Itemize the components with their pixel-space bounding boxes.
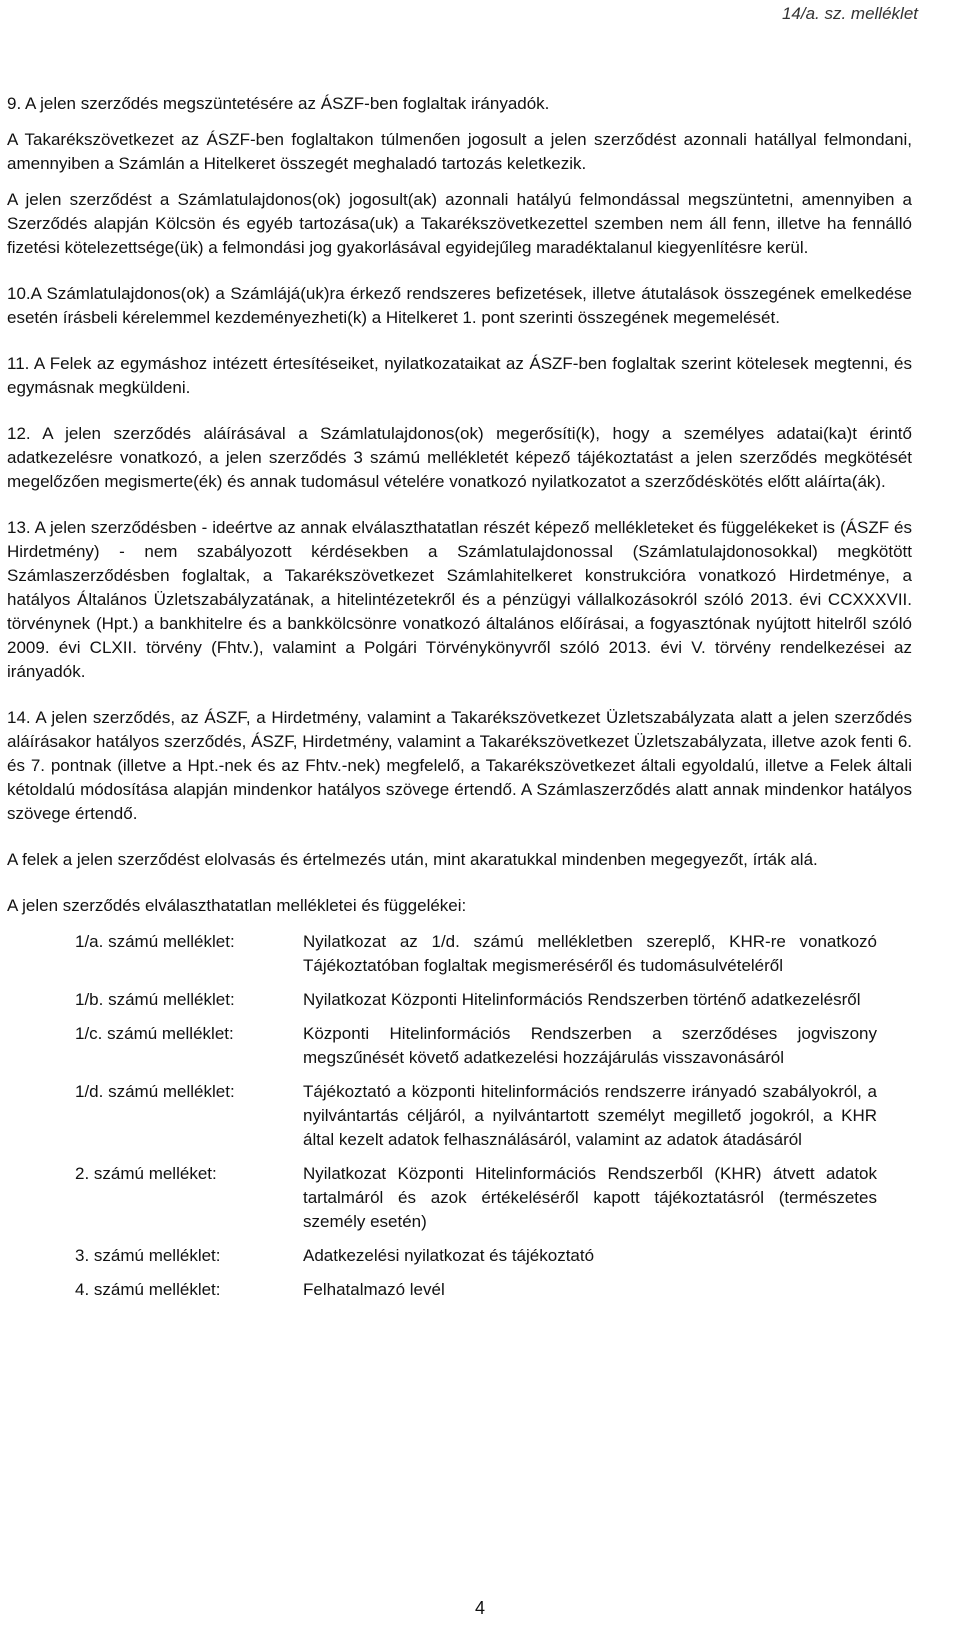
document-body — [7, 92, 912, 1312]
annex-row — [75, 1278, 877, 1312]
paragraph-11: 11. A Felek az egymáshoz intézett értesítéseiket, nyilatkozataikat az ÁSZF-ben foglaltak szerint kötelesek megtenni, és egymásnak megküldeni. — [7, 354, 912, 397]
annex-label: 3. számú melléklet: — [75, 1246, 221, 1265]
paragraph-9-termination-by-bank: A Takarékszövetkezet az ÁSZF-ben foglaltakon túlmenően jogosult a jelen szerződést azonnali hatállyal felmondani, amennyiben a Számlán a Hitelkeret összegét meghaladó tartozás keletkezik. — [7, 130, 912, 173]
paragraph-13: 13. A jelen szerződésben - ideértve az annak elválaszthatatlan részét képező mellékleteket és függelékeket is (ÁSZF és Hirdetmény) - nem szabályozott kérdésekben a Számlatulajdonossal (Számlatulajdonosokkal) megkötött Számlaszerződésben foglaltak, a Takarékszövetkezet Számlahitelkeret konstrukcióra vonatkozó Hirdetménye, a hatályos Általános Üzletszabályzatának, a hitelintézetekről és a pénzügyi vállalkozásokról szóló 2013. évi CCXXXVII. törvénynek (Hpt.) a bankhitelre és a bankkölcsönre vonatkozó általános előírásai, a fogyasztónak nyújtott hitelről szóló 2009. évi CLXII. törvény (Fhtv.), valamint a Polgári Törvénykönyvről szóló 2013. évi V. törvény rendelkezései az irányadók. — [7, 518, 912, 681]
annex-description: Tájékoztató a központi hitelinformációs rendszerre irányadó szabályokról, a nyilvántartás céljáról, a nyilvántartott személyt megillető jogokról, a KHR által kezelt adatok felhasználásáról, valamint az adatok átadásáról — [303, 1082, 877, 1149]
page-number: 4 — [474, 1598, 485, 1618]
annex-description: Nyilatkozat az 1/d. számú mellékletben szereplő, KHR-re vonatkozó Tájékoztatóban foglaltak megismeréséről és tudomásulvételéről — [303, 932, 877, 975]
paragraph-9-termination-by-owner: A jelen szerződést a Számlatulajdonos(ok) jogosult(ak) azonnali hatályú felmondással megszüntetni, amennyiben a Szerződés alapján Kölcsön és egyéb tartozása(uk) a Takarékszövetkezettel szemben nem áll fenn, illetve ha fennálló fizetési kötelezettsége(ük) a felmondási jog gyakorlásával egyidejűleg maradéktalanul kiegyenlítésre kerül. — [7, 190, 912, 257]
annex-description: Nyilatkozat Központi Hitelinformációs Rendszerből (KHR) átvett adatok tartalmáról és azok értékeléséről kapott tájékoztatásról (természetes személy esetén) — [303, 1164, 877, 1231]
annex-label: 1/b. számú melléklet: — [75, 990, 235, 1009]
annex-label: 1/c. számú melléklet: — [75, 1024, 234, 1043]
annex-label: 1/d. számú melléklet: — [75, 1082, 235, 1101]
paragraph-9: 9. A jelen szerződés megszüntetésére az ÁSZF-ben foglaltak irányadók. — [7, 94, 550, 113]
annex-label: 1/a. számú melléklet: — [75, 932, 235, 951]
annex-list-intro: A jelen szerződés elválaszthatatlan mellékletei és függelékei: — [7, 896, 467, 915]
annex-row — [75, 1022, 877, 1080]
paragraph-10: 10.A Számlatulajdonos(ok) a Számlájá(uk)ra érkező rendszeres befizetések, illetve átutalások összegének emelkedése esetén írásbeli kérelemmel kezdeményezheti(k) a Hitelkeret 1. pont szerinti összegének megemelését. — [7, 284, 912, 327]
annex-description: Nyilatkozat Központi Hitelinformációs Rendszerben történő adatkezelésről — [303, 990, 861, 1009]
annex-list — [75, 930, 877, 1312]
paragraph-12: 12. A jelen szerződés aláírásával a Számlatulajdonos(ok) megerősíti(k), hogy a személyes adatai(ka)t érintő adatkezelésre vonatkozó, a jelen szerződés 3 számú mellékletét képező tájékoztatást a jelen szerződés megkötését megelőzően megismerte(ék) és annak tudomásul vételére vonatkozó nyilatkozatot a szerződéskötés előtt aláírta(ák). — [7, 424, 912, 491]
signing-statement: A felek a jelen szerződést elolvasás és értelmezés után, mint akaratukkal mindenben megegyezőt, írták alá. — [7, 850, 818, 869]
annex-row — [75, 988, 877, 1022]
annex-header-note: 14/a. sz. melléklet — [781, 4, 918, 23]
annex-description: Központi Hitelinformációs Rendszerben a szerződéses jogviszony megszűnését követő adatkezelési hozzájárulás visszavonásáról — [303, 1024, 877, 1067]
annex-label: 2. számú melléket: — [75, 1164, 217, 1183]
annex-row — [75, 1162, 877, 1244]
annex-row — [75, 1080, 877, 1162]
annex-row — [75, 930, 877, 988]
annex-label: 4. számú melléklet: — [75, 1280, 221, 1299]
annex-description: Felhatalmazó levél — [303, 1280, 445, 1299]
annex-row — [75, 1244, 877, 1278]
paragraph-14: 14. A jelen szerződés, az ÁSZF, a Hirdetmény, valamint a Takarékszövetkezet Üzletszabályzata alatt a jelen szerződés aláírásakor hatályos szerződés, ÁSZF, Hirdetmény, valamint a Takarékszövetkezet Üzletszabályzata, illetve azok fenti 6. és 7. pontnak (illetve a Hpt.-nek és az Fhtv.-nek) megfelelő, a Takarékszövetkezet általi egyoldalú, illetve a Felek általi kétoldalú módosítása alapján mindenkor hatályos szövege értendő. A Számlaszerződés alatt annak mindenkor hatályos szövege értendő. — [7, 708, 912, 823]
annex-description: Adatkezelési nyilatkozat és tájékoztató — [303, 1246, 595, 1265]
